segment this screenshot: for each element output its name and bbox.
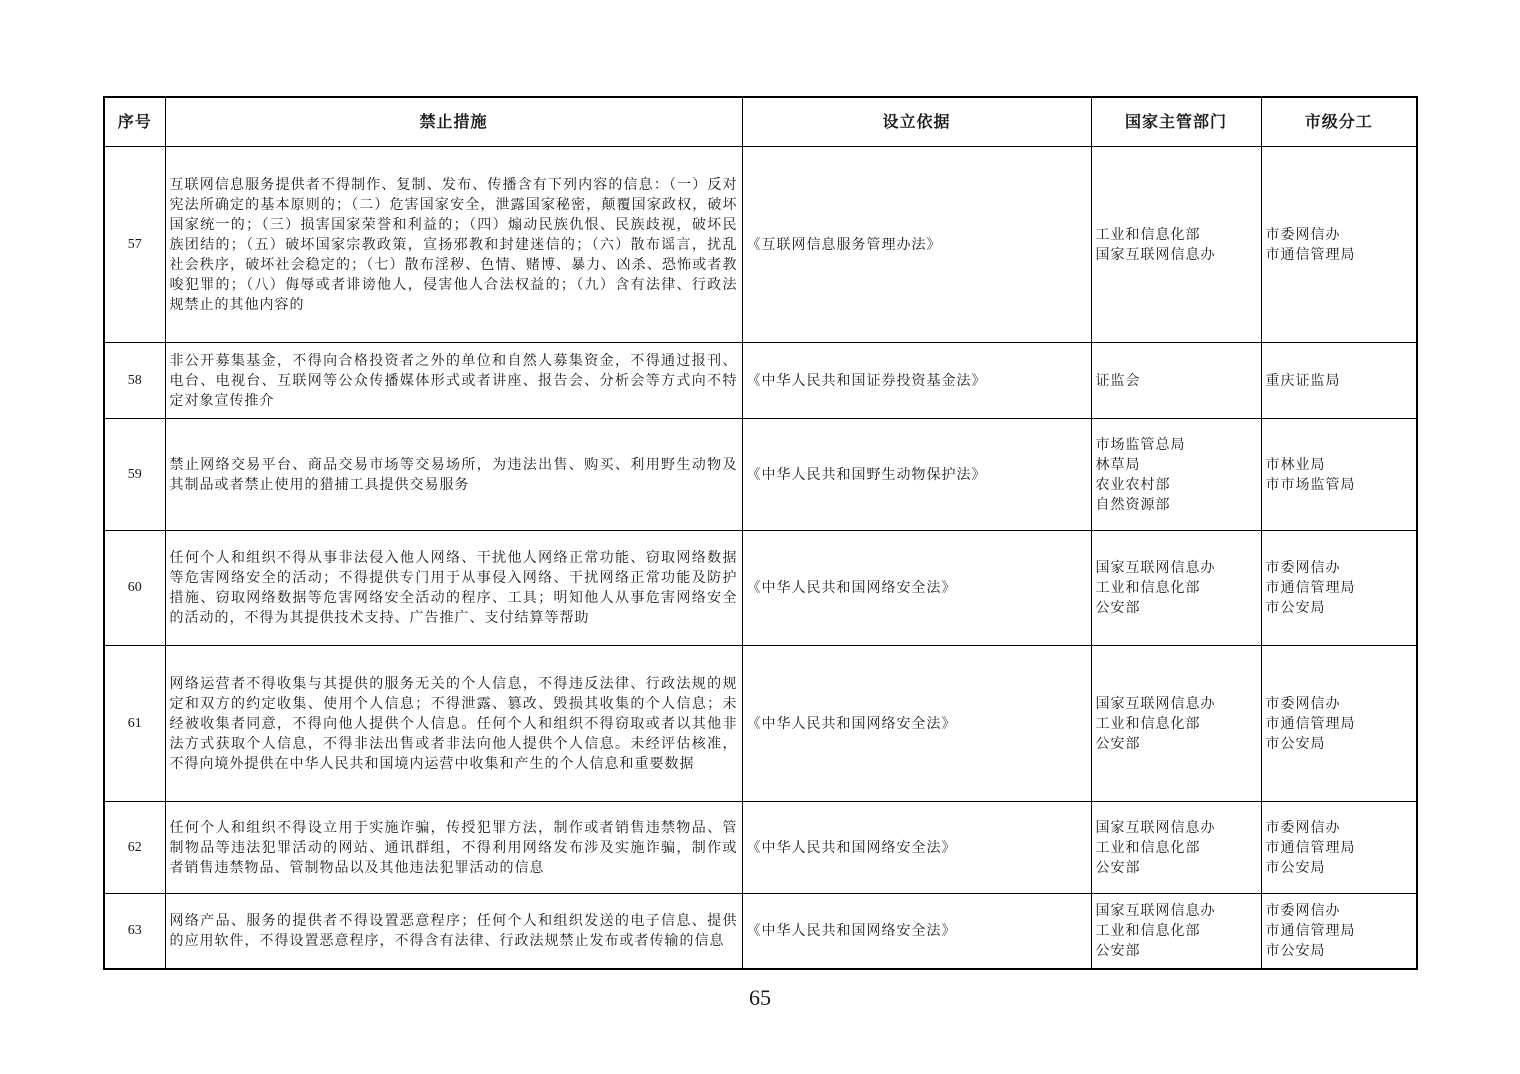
table-row: [104, 419, 1417, 531]
row-seq: 59: [104, 419, 165, 531]
row-city-division: [1261, 343, 1417, 419]
row-seq: 58: [104, 343, 165, 419]
header-national-dept: 国家主管部门: [1091, 97, 1261, 147]
city-line: 市市场监管局: [1265, 476, 1356, 493]
row-basis: 《中华人民共和国网络安全法》: [742, 894, 1091, 969]
dept-line: 工业和信息化部: [1095, 226, 1201, 243]
dept-line: 市场监管总局: [1095, 436, 1186, 453]
table-row: [104, 531, 1417, 646]
city-line: 市委网信办: [1265, 695, 1341, 712]
row-seq: 60: [104, 531, 165, 646]
prohibition-table: [103, 96, 1418, 970]
row-seq: 63: [104, 894, 165, 969]
dept-line: 公安部: [1095, 859, 1141, 876]
city-line: 市公安局: [1265, 942, 1326, 959]
row-national-dept: [1091, 531, 1261, 646]
table-row: [104, 147, 1417, 343]
dept-line: 公安部: [1095, 735, 1141, 752]
row-city-division: [1261, 894, 1417, 969]
city-line: 市通信管理局: [1265, 922, 1356, 939]
header-seq: 序号: [104, 97, 165, 147]
row-measure: 网络运营者不得收集与其提供的服务无关的个人信息，不得违反法律、行政法规的规定和双方的约定收集、使用个人信息；不得泄露、篡改、毁损其收集的个人信息；未经被收集者同意，不得向他人提供个人信息。任何个人和组织不得窃取或者以其他非法方式获取个人信息，不得非法出售或者非法向他人提供个人信息。未经评估核准，不得向境外提供在中华人民共和国境内运营中收集和产生的个人信息和重要数据: [165, 646, 742, 802]
city-line: 市公安局: [1265, 735, 1326, 752]
row-city-division: [1261, 802, 1417, 894]
dept-line: 林草局: [1095, 456, 1141, 473]
row-national-dept: [1091, 802, 1261, 894]
dept-line: 公安部: [1095, 600, 1141, 616]
row-national-dept: [1091, 147, 1261, 343]
row-measure: 任何个人和组织不得设立用于实施诈骗，传授犯罪方法，制作或者销售违禁物品、管制物品等违法犯罪活动的网站、通讯群组，不得利用网络发布涉及实施诈骗，制作或者销售违禁物品、管制物品以及其他违法犯罪活动的信息: [165, 802, 742, 894]
dept-line: 工业和信息化部: [1095, 715, 1201, 732]
city-line: 市通信管理局: [1265, 246, 1356, 263]
table-row: [104, 646, 1417, 802]
row-city-division: [1261, 147, 1417, 343]
row-basis: 《中华人民共和国网络安全法》: [742, 802, 1091, 894]
row-basis: 《中华人民共和国证券投资基金法》: [742, 343, 1091, 419]
table-header-row: [104, 97, 1417, 147]
dept-line: 国家互联网信息办: [1095, 695, 1216, 712]
city-line: 市通信管理局: [1265, 580, 1356, 596]
dept-line: 工业和信息化部: [1095, 922, 1201, 939]
row-national-dept: [1091, 894, 1261, 969]
dept-line: 国家互联网信息办: [1095, 902, 1216, 919]
city-line: 市通信管理局: [1265, 715, 1356, 732]
row-city-division: [1261, 646, 1417, 802]
table-row: [104, 802, 1417, 894]
table-row: [104, 343, 1417, 419]
header-city-division: 市级分工: [1261, 97, 1417, 147]
dept-line: 农业农村部: [1095, 476, 1171, 493]
city-line: 市通信管理局: [1265, 839, 1356, 856]
city-line: 市公安局: [1265, 859, 1326, 876]
row-national-dept: [1091, 343, 1261, 419]
dept-line: 证监会: [1095, 372, 1141, 389]
city-line: 市公安局: [1265, 600, 1326, 616]
row-seq: 62: [104, 802, 165, 894]
city-line: 重庆证监局: [1265, 372, 1341, 389]
row-measure: 非公开募集基金，不得向合格投资者之外的单位和自然人募集资金，不得通过报刊、电台、电视台、互联网等公众传播媒体形式或者讲座、报告会、分析会等方式向不特定对象宣传推介: [165, 343, 742, 419]
row-city-division: [1261, 419, 1417, 531]
city-line: 市林业局: [1265, 456, 1326, 473]
row-measure: 禁止网络交易平台、商品交易市场等交易场所，为违法出售、购买、利用野生动物及其制品或者禁止使用的猎捕工具提供交易服务: [165, 419, 742, 531]
dept-line: 国家互联网信息办: [1095, 246, 1216, 263]
row-seq: 61: [104, 646, 165, 802]
row-measure: 互联网信息服务提供者不得制作、复制、发布、传播含有下列内容的信息：（一）反对宪法所确定的基本原则的；（二）危害国家安全，泄露国家秘密，颠覆国家政权，破坏国家统一的；（三）损害国家荣誉和利益的；（四）煽动民族仇恨、民族歧视，破坏民族团结的；（五）破坏国家宗教政策，宣扬邪教和封建迷信的；（六）散布谣言，扰乱社会秩序，破坏社会稳定的；（七）散布淫秽、色情、赌博、暴力、凶杀、恐怖或者教唆犯罪的；（八）侮辱或者诽谤他人，侵害他人合法权益的；（九）含有法律、行政法规禁止的其他内容的: [165, 147, 742, 343]
dept-line: 公安部: [1095, 942, 1141, 959]
row-basis: 《中华人民共和国野生动物保护法》: [742, 419, 1091, 531]
dept-line: 国家互联网信息办: [1095, 819, 1216, 836]
row-basis: 《互联网信息服务管理办法》: [742, 147, 1091, 343]
row-national-dept: [1091, 419, 1261, 531]
row-measure: 任何个人和组织不得从事非法侵入他人网络、干扰他人网络正常功能、窃取网络数据等危害网络安全的活动；不得提供专门用于从事侵入网络、干扰网络正常功能及防护措施、窃取网络数据等危害网络安全活动的程序、工具；明知他人从事危害网络安全的活动的，不得为其提供技术支持、广告推广、支付结算等帮助: [165, 531, 742, 646]
row-seq: 57: [104, 147, 165, 343]
row-basis: 《中华人民共和国网络安全法》: [742, 531, 1091, 646]
table-row: [104, 894, 1417, 969]
city-line: 市委网信办: [1265, 226, 1341, 243]
header-measure: 禁止措施: [165, 97, 742, 147]
page-number: 65: [749, 985, 771, 1010]
header-basis: 设立依据: [742, 97, 1091, 147]
city-line: 市委网信办: [1265, 560, 1341, 576]
row-basis: 《中华人民共和国网络安全法》: [742, 646, 1091, 802]
dept-line: 工业和信息化部: [1095, 839, 1201, 856]
dept-line: 国家互联网信息办: [1095, 560, 1216, 576]
row-measure: 网络产品、服务的提供者不得设置恶意程序；任何个人和组织发送的电子信息、提供的应用软件，不得设置恶意程序，不得含有法律、行政法规禁止发布或者传输的信息: [165, 894, 742, 969]
row-city-division: [1261, 531, 1417, 646]
dept-line: 自然资源部: [1095, 496, 1171, 513]
dept-line: 工业和信息化部: [1095, 580, 1201, 596]
city-line: 市委网信办: [1265, 819, 1341, 836]
city-line: 市委网信办: [1265, 902, 1341, 919]
row-national-dept: [1091, 646, 1261, 802]
